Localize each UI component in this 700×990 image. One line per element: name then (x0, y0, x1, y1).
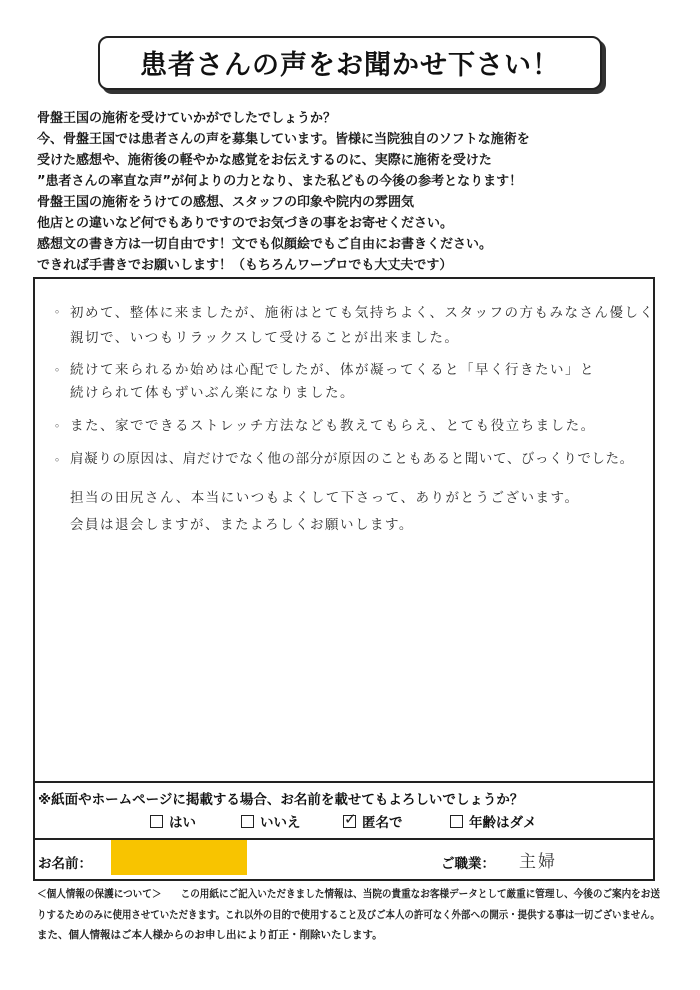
occupation-value: 主婦 (519, 852, 557, 872)
handwritten-line: また、家でできるストレッチ方法なども教えてもらえ、とても役立ちました。 (70, 418, 596, 434)
option-label: 匿名で (362, 815, 403, 831)
checkbox[interactable] (150, 815, 163, 828)
privacy-note: ＜個人情報の保護について＞ この用紙にご記入いただきました情報は、当院の貴重なお客様データとして厳重に管理し、今後のご案内をお送 (37, 888, 660, 900)
privacy-note: りするためのみに使用させていただきます。これ以外の目的で使用すること及びご本人の許可なく外部への開示・提供する事は一切ございません。 (37, 909, 660, 921)
handwritten-line: 肩凝りの原因は、肩だけでなく他の部分が原因のこともあると聞いて、びっくりでした。 (70, 451, 634, 467)
occupation-label: ご職業： (441, 856, 495, 872)
intro-line: できれば手書きでお願いします！（もちろんワープロでも大丈夫です） (37, 258, 453, 273)
handwritten-line: 会員は退会しますが、またよろしくお願いします。 (70, 517, 414, 533)
option-no[interactable] (241, 811, 301, 831)
consent-question: ※紙面やホームページに掲載する場合、お名前を載せてもよろしいでしょうか？ (38, 792, 524, 808)
handwritten-line: 続けて来られるか始めは心配でしたが、体が凝ってくると「早く行きたい」と (70, 362, 595, 378)
consent-divider (33, 781, 655, 783)
handwritten-line: 続けられて体もずいぶん楽になりました。 (70, 385, 355, 401)
option-no-age[interactable] (450, 811, 537, 831)
checkbox[interactable] (450, 815, 463, 828)
intro-line: ”患者さんの率直な声”が何よりの力となり、また私どもの今後の参考となります！ (37, 174, 523, 189)
checkbox-checked[interactable] (343, 810, 357, 828)
handwritten-line: 担当の田尻さん、本当にいつもよくして下さって、ありがとうございます。 (70, 490, 580, 506)
intro-line: 感想文の書き方は一切自由です！文でも似顔絵でもご自由にお書きください。 (37, 237, 493, 252)
privacy-note: また、個人情報はご本人様からのお申し出により訂正・削除いたします。 (37, 929, 383, 941)
name-label: お名前： (38, 856, 92, 872)
checkbox[interactable] (241, 815, 254, 828)
bullet-mark: 。 (55, 360, 68, 373)
intro-line: 受けた感想や、施術後の軽やかな感覚をお伝えするのに、実際に施術を受けた (37, 153, 492, 168)
option-label: 年齢はダメ (469, 815, 537, 831)
option-yes[interactable] (150, 811, 196, 831)
handwritten-line: 初めて、整体に来ましたが、施術はとても気持ちよく、スタッフの方もみなさん優しく (70, 305, 655, 321)
option-anonymous[interactable] (343, 811, 403, 831)
intro-line: 他店との違いなど何でもありですのでお気づきの事をお寄せください。 (37, 216, 454, 231)
bullet-mark: 。 (55, 450, 68, 463)
intro-line: 骨盤王国の施術をうけての感想、スタッフの印象や院内の雰囲気 (37, 195, 415, 210)
intro-line: 今、骨盤王国では患者さんの声を募集しています。皆様に当院独自のソフトな施術を (37, 132, 530, 147)
check-mark-icon: ✓ (344, 810, 357, 828)
handwritten-line: 親切で、いつもリラックスして受けることが出来ました。 (70, 330, 460, 346)
bullet-mark: 。 (55, 416, 68, 429)
option-label: いいえ (260, 815, 301, 831)
intro-line: 骨盤王国の施術を受けていかがでしたでしょうか？ (37, 111, 337, 126)
bullet-mark: 。 (55, 302, 68, 315)
name-redaction (111, 840, 247, 875)
option-label: はい (169, 815, 196, 831)
page-title: 患者さんの声をお聞かせ下さい！ (140, 50, 560, 81)
